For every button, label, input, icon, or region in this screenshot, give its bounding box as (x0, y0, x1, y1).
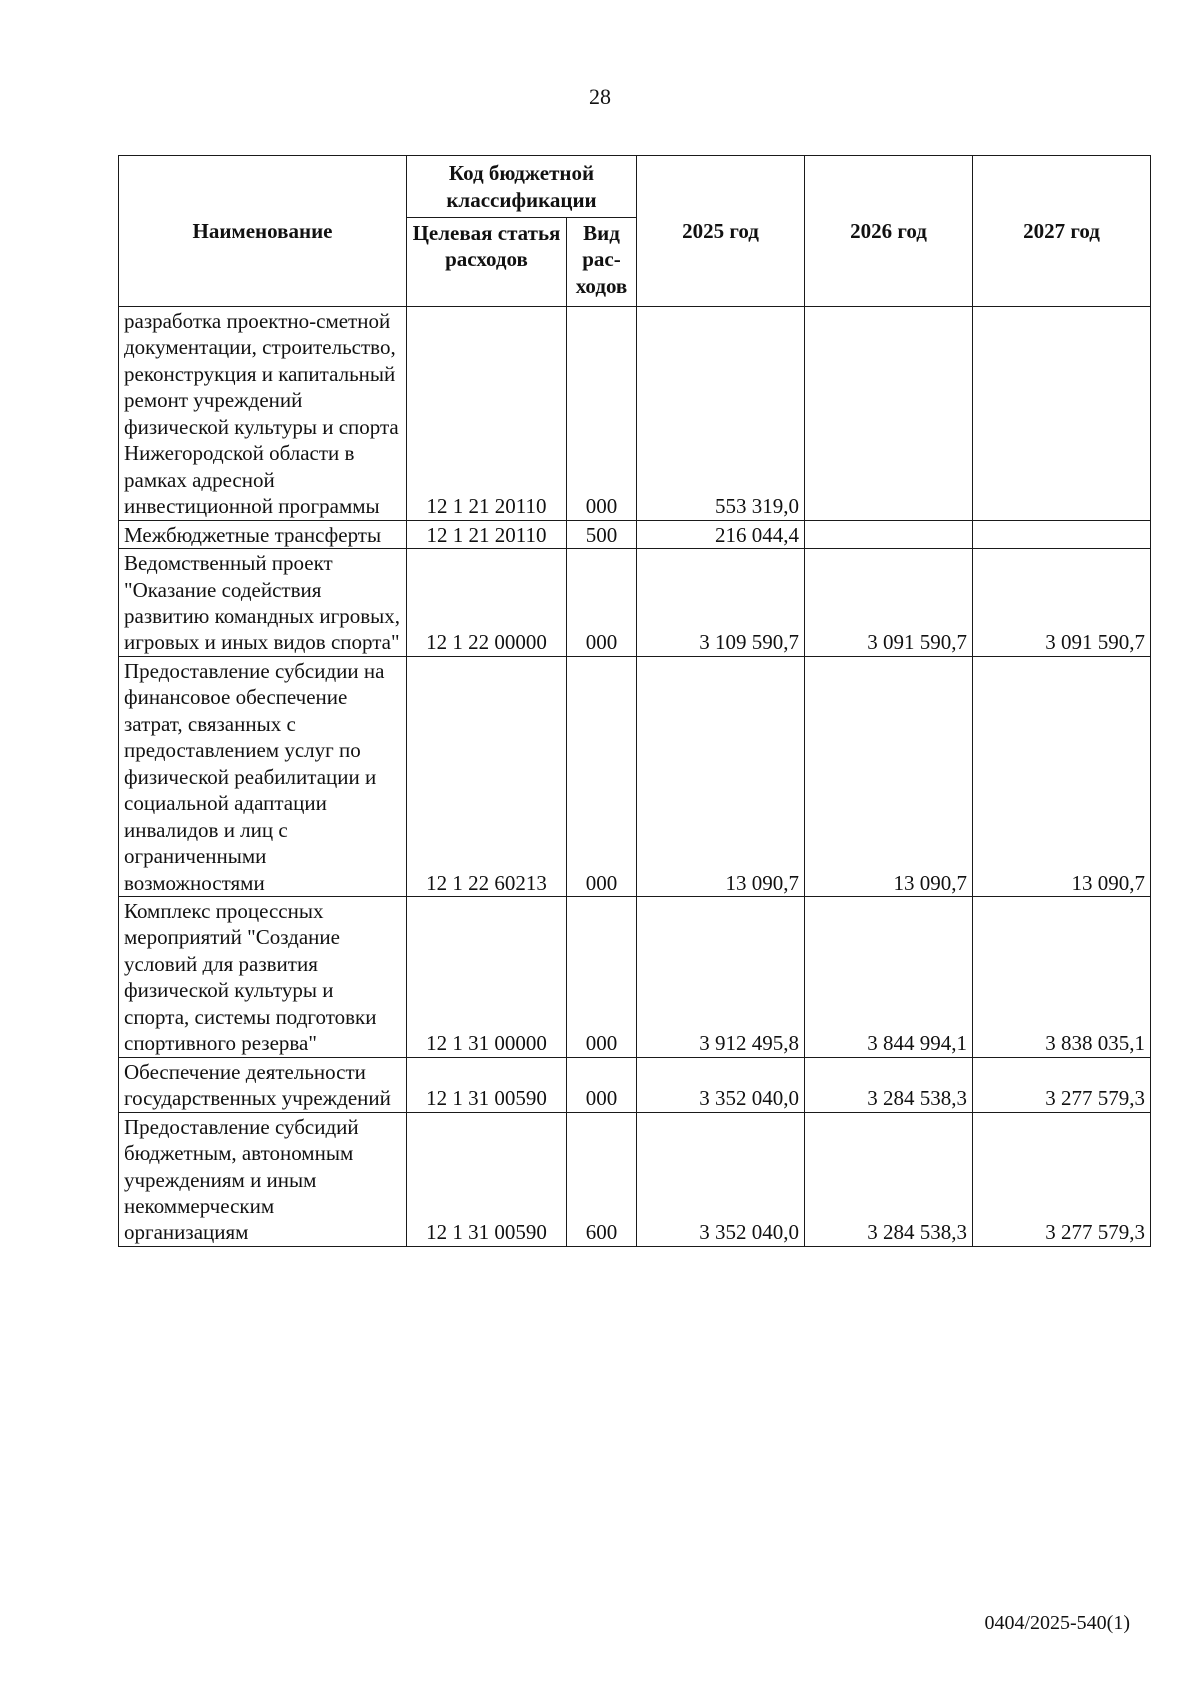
row-expense-kind: 000 (567, 307, 637, 521)
row-name: Предоставление субсидий бюджетным, автономным учреждениям и иным некоммерческим организациям (119, 1112, 407, 1246)
row-name: Межбюджетные трансферты (119, 520, 407, 548)
row-target-article: 12 1 22 00000 (407, 549, 567, 657)
row-value-2025: 3 352 040,0 (637, 1057, 805, 1112)
row-name: Обеспечение деятельности государственных учреждений (119, 1057, 407, 1112)
header-target-article: Целевая статья расходов (407, 218, 567, 307)
row-name: разработка проектно-сметной документации, строительство, реконструкция и капитальный ремонт учреждений физической культуры и спорта Нижегородской области в рамках адресной инвестиционной программы (119, 307, 407, 521)
header-year-2025: 2025 год (637, 156, 805, 307)
budget-table (118, 155, 1151, 1247)
row-expense-kind: 000 (567, 1057, 637, 1112)
row-expense-kind: 000 (567, 896, 637, 1057)
table-row (119, 656, 1151, 896)
document-code: 0404/2025-540(1) (984, 1612, 1130, 1634)
row-value-2027: 3 277 579,3 (973, 1057, 1151, 1112)
row-value-2027: 13 090,7 (973, 656, 1151, 896)
page-number: 28 (589, 84, 611, 109)
header-budget-code: Код бюджетной классификации (407, 156, 637, 218)
header-expense-kind: Вид рас-ходов (567, 218, 637, 307)
row-value-2025: 3 912 495,8 (637, 896, 805, 1057)
row-expense-kind: 600 (567, 1112, 637, 1246)
table-row (119, 1112, 1151, 1246)
row-expense-kind: 000 (567, 656, 637, 896)
row-value-2026: 13 090,7 (805, 656, 973, 896)
row-value-2027: 3 091 590,7 (973, 549, 1151, 657)
table-row (119, 896, 1151, 1057)
row-name: Предоставление субсидии на финансовое обеспечение затрат, связанных с предоставлением услуг по физической реабилитации и социальной адаптации инвалидов и лиц с ограниченными возможностями (119, 656, 407, 896)
header-name: Наименование (119, 156, 407, 307)
row-value-2025: 216 044,4 (637, 520, 805, 548)
row-target-article: 12 1 21 20110 (407, 307, 567, 521)
row-value-2027: 3 277 579,3 (973, 1112, 1151, 1246)
row-value-2027: 3 838 035,1 (973, 896, 1151, 1057)
row-target-article: 12 1 31 00590 (407, 1112, 567, 1246)
row-target-article: 12 1 21 20110 (407, 520, 567, 548)
row-value-2026 (805, 520, 973, 548)
row-expense-kind: 500 (567, 520, 637, 548)
row-value-2026 (805, 307, 973, 521)
table-row (119, 549, 1151, 657)
row-name: Ведомственный проект "Оказание содействия развитию командных игровых, игровых и иных видов спорта" (119, 549, 407, 657)
row-value-2025: 3 109 590,7 (637, 549, 805, 657)
table-header (119, 156, 1151, 307)
row-value-2026: 3 844 994,1 (805, 896, 973, 1057)
row-value-2027 (973, 307, 1151, 521)
row-target-article: 12 1 31 00000 (407, 896, 567, 1057)
row-value-2027 (973, 520, 1151, 548)
table-body (119, 307, 1151, 1247)
row-value-2026: 3 284 538,3 (805, 1112, 973, 1246)
row-name: Комплекс процессных мероприятий "Создание условий для развития физической культуры и спорта, системы подготовки спортивного резерва" (119, 896, 407, 1057)
table-row (119, 307, 1151, 521)
row-value-2026: 3 091 590,7 (805, 549, 973, 657)
table-row (119, 520, 1151, 548)
header-year-2027: 2027 год (973, 156, 1151, 307)
row-value-2025: 13 090,7 (637, 656, 805, 896)
header-year-2026: 2026 год (805, 156, 973, 307)
row-value-2026: 3 284 538,3 (805, 1057, 973, 1112)
row-target-article: 12 1 22 60213 (407, 656, 567, 896)
row-value-2025: 553 319,0 (637, 307, 805, 521)
row-expense-kind: 000 (567, 549, 637, 657)
table-row (119, 1057, 1151, 1112)
row-value-2025: 3 352 040,0 (637, 1112, 805, 1246)
row-target-article: 12 1 31 00590 (407, 1057, 567, 1112)
